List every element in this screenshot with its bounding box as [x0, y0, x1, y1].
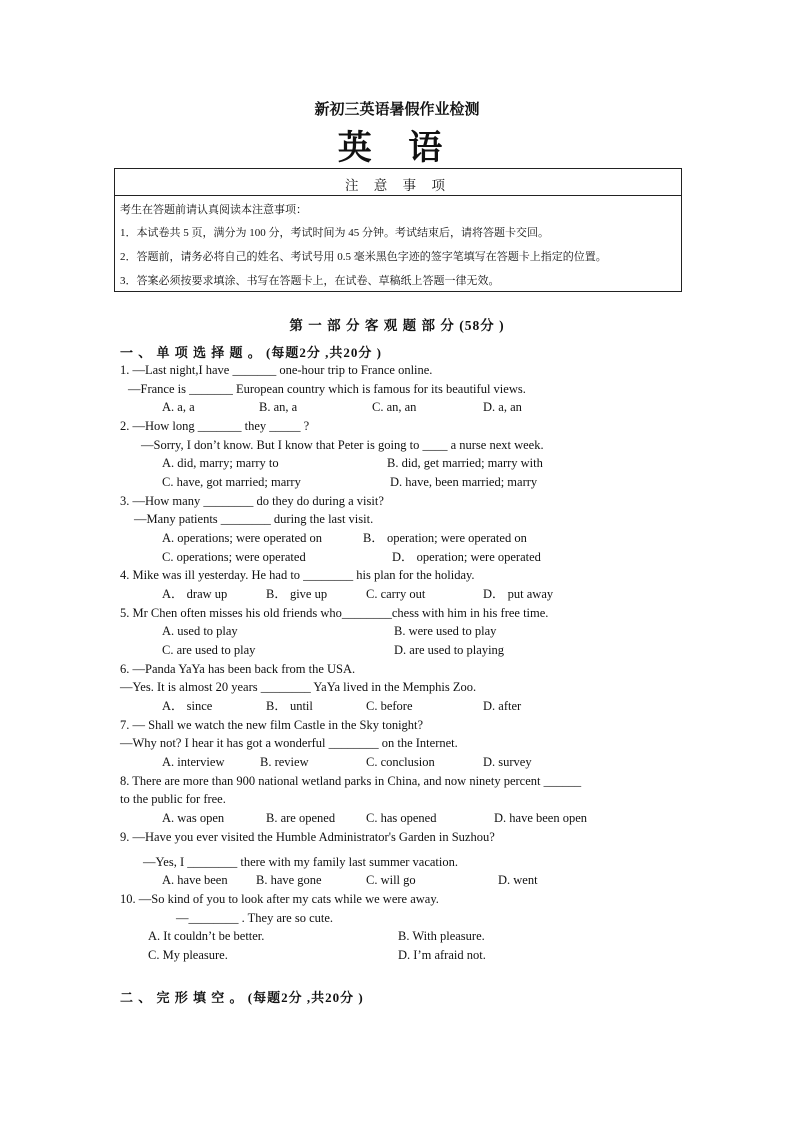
- option-c: C. are used to play: [162, 643, 256, 657]
- option-c: C. conclusion: [366, 755, 435, 769]
- option-b: B. an, a: [259, 400, 298, 414]
- option-a: A. interview: [162, 755, 225, 769]
- notice-item: 3．答案必须按要求填涂、书写在答题卡上，在试卷、草稿纸上答题一律无效。: [120, 275, 500, 287]
- option-a: A. have been: [162, 873, 228, 887]
- option-a: A. did, marry; marry to: [162, 456, 279, 470]
- question-stem: 2. —How long _______ they _____ ?: [120, 419, 310, 433]
- option-d: D. went: [498, 873, 538, 887]
- question-stem-line2: to the public for free.: [120, 792, 226, 806]
- option-a: A. a, a: [162, 400, 195, 414]
- question-stem: 4. Mike was ill yesterday. He had to ________ his plan for the holiday.: [120, 568, 475, 582]
- section-heading-single-choice: 一 、 单 项 选 择 题 。 (每题2分 ,共20分 ): [120, 345, 382, 360]
- option-c: C. before: [366, 699, 413, 713]
- question-stem-line2: —Yes, I ________ there with my family last summer vacation.: [143, 855, 459, 869]
- question-stem: 7. — Shall we watch the new film Castle in the Sky tonight?: [120, 718, 424, 732]
- exam-subtitle: 新初三英语暑假作业检测: [314, 102, 480, 118]
- option-d: D. after: [483, 699, 522, 713]
- question-stem-line2: —Why not? I hear it has got a wonderful ________ on the Internet.: [120, 736, 458, 750]
- notice-divider: [115, 195, 681, 196]
- option-a: A. It couldn’t be better.: [148, 929, 265, 943]
- option-b: B. review: [260, 755, 309, 769]
- option-a: A. operations; were operated on: [162, 531, 323, 545]
- notice-heading: 注 意 事 项: [344, 178, 452, 193]
- question-stem-line2: —Many patients ________ during the last visit.: [134, 512, 374, 526]
- notice-intro: 考生在答题前请认真阅读本注意事项：: [120, 204, 307, 216]
- question-stem-line2: —Yes. It is almost 20 years ________ YaYa lived in the Memphis Zoo.: [120, 680, 477, 694]
- option-a: A． since: [162, 699, 213, 713]
- question-stem: 8. There are more than 900 national wetland parks in China, and now ninety percent ______: [120, 774, 582, 788]
- question-stem: 10. —So kind of you to look after my cats while we were away.: [120, 892, 439, 906]
- option-b: B. are opened: [266, 811, 336, 825]
- option-b: B. have gone: [256, 873, 322, 887]
- section-heading-cloze: 二 、 完 形 填 空 。 (每题2分 ,共20分 ): [120, 990, 364, 1005]
- question-stem: 6. —Panda YaYa has been back from the USA.: [120, 662, 356, 676]
- notice-box: [114, 168, 682, 292]
- exam-title: 英 语: [337, 130, 457, 167]
- option-d: D. have, been married; marry: [390, 475, 538, 489]
- option-d: D. a, an: [483, 400, 522, 414]
- option-d: D. I’m afraid not.: [398, 948, 486, 962]
- option-d: D. survey: [483, 755, 532, 769]
- question-stem: 9. —Have you ever visited the Humble Administrator's Garden in Suzhou?: [120, 830, 495, 844]
- option-a: A． draw up: [162, 587, 228, 601]
- question-stem-line2: —________ . They are so cute.: [176, 911, 334, 925]
- option-c: C. My pleasure.: [148, 948, 228, 962]
- option-c: C. carry out: [366, 587, 426, 601]
- option-b: B． give up: [266, 587, 328, 601]
- option-c: C. operations; were operated: [162, 550, 306, 564]
- option-c: C. will go: [366, 873, 416, 887]
- option-b: B． until: [266, 699, 313, 713]
- option-a: A. used to play: [162, 624, 238, 638]
- notice-item: 1．本试卷共 5 页，满分为 100 分，考试时间为 45 分钟。考试结束后，请将答题卡交回。: [120, 227, 549, 239]
- option-b: B. were used to play: [394, 624, 497, 638]
- question-stem: 3. —How many ________ do they do during a visit?: [120, 494, 384, 508]
- question-stem: 1. —Last night,I have _______ one-hour trip to France online.: [120, 363, 433, 377]
- option-c: C. an, an: [372, 400, 417, 414]
- question-stem: 5. Mr Chen often misses his old friends who________chess with him in his free time.: [120, 606, 549, 620]
- option-b: B． operation; were operated on: [363, 531, 527, 545]
- option-d: D． operation; were operated: [392, 550, 541, 564]
- option-d: D． put away: [483, 587, 554, 601]
- option-d: D. are used to playing: [394, 643, 505, 657]
- option-b: B. did, get married; marry with: [387, 456, 543, 470]
- option-c: C. has opened: [366, 811, 437, 825]
- option-a: A. was open: [162, 811, 225, 825]
- option-c: C. have, got married; marry: [162, 475, 301, 489]
- option-d: D. have been open: [494, 811, 588, 825]
- question-stem-line2: —France is _______ European country which is famous for its beautiful views.: [128, 382, 526, 396]
- notice-item: 2．答题前，请务必将自己的姓名、考试号用 0.5 毫米黑色字迹的签字笔填写在答题卡上指定的位置。: [120, 251, 607, 263]
- option-b: B. With pleasure.: [398, 929, 485, 943]
- part-heading: 第 一 部 分 客 观 题 部 分 (58分 ): [289, 318, 505, 333]
- question-stem-line2: —Sorry, I don’t know. But I know that Peter is going to ____ a nurse next week.: [141, 438, 544, 452]
